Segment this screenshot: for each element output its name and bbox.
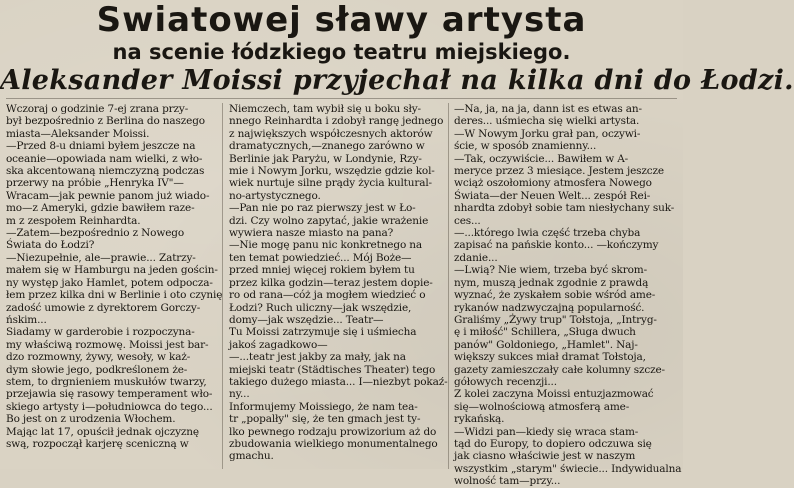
article-line: większy sukces miał dramat Tołstoja,: [454, 351, 646, 364]
article-line: mie i Nowym Jorku, wszędzie gdzie kol-: [229, 165, 435, 178]
article-line: gółowych recenzji...: [454, 375, 557, 388]
article-line: przed mniej więcej rokiem byłem tu: [229, 264, 415, 277]
article-line: —Niezupełnie, ale—prawie... Zatrzy-: [6, 251, 196, 264]
article-line: deres... uśmiecha się wielki artysta.: [454, 115, 640, 128]
article-line: dzo rozmowny, żywy, wesoły, w każ-: [6, 351, 191, 364]
article-line: oceanie—opowiada nam wielki, z wło-: [6, 152, 203, 165]
article-line: był bezpośrednio z Berlina do naszego: [6, 115, 205, 128]
article-line: wywiera nasze miasto na pana?: [229, 227, 394, 240]
article-line: gazety zamieszczały całe kolumny szcze-: [454, 363, 665, 376]
article-line: Świata—der Neuen Welt... zespół Rei-: [454, 189, 651, 202]
article-line: wolność tam—przy...: [454, 475, 561, 488]
article-line: Niemczech, tam wybił się u boku sły-: [229, 103, 421, 115]
article-line: wszystkim „starym" świecie... Indywidualna: [454, 462, 682, 475]
article-line: Z kolei zaczyna Moissi entuzjazmować: [454, 388, 654, 401]
article-line: miejski teatr (Städtisches Theater) tego: [229, 363, 436, 376]
article-line: my właściwą rozmowę. Moissi jest bar-: [6, 338, 209, 351]
article-line: dramatycznych,—znanego zarówno w: [229, 140, 425, 153]
article-line: Tu Moissi zatrzymuje się i uśmiecha: [229, 326, 417, 339]
article-line: przejawia się rasowy temperament wło-: [6, 388, 213, 401]
article-line: ces...: [454, 214, 481, 227]
article-line: Siadamy w garderobie i rozpoczyna-: [6, 326, 195, 339]
article-column-3: [454, 103, 682, 488]
article-line: rykańską.: [454, 413, 505, 426]
article-line: —Nie mogę panu nic konkretnego na: [229, 239, 423, 252]
article-line: Graliśmy „Żywy trup" Tołstoja, „Intryg-: [454, 313, 657, 326]
headline-main: Swiatowej sławy artysta: [96, 0, 587, 40]
article-line: —Lwią? Nie wiem, trzeba być skrom-: [454, 264, 648, 277]
article-line: domy—jak wszędzie... Teatr—: [229, 313, 384, 326]
article-line: —Zatem—bezpośrednio z Nowego: [6, 227, 185, 240]
article-line: zbudowania wielkiego monumentalnego: [229, 437, 438, 450]
article-line: —W Nowym Jorku grał pan, oczywi-: [454, 127, 641, 140]
column-divider: [222, 103, 223, 469]
article-line: no-artystycznego.: [229, 189, 321, 202]
article-line: Mając lat 17, opuścił jednak ojczyznę: [6, 425, 199, 438]
article-line: ten temat powiedzieć... Mój Boże—: [229, 251, 412, 264]
article-line: Berlinie jak Paryżu, w Londynie, Rzy-: [229, 152, 422, 165]
article-line: ny...: [229, 388, 250, 401]
article-line: Wczoraj o godzinie 7-ej zrana przy-: [6, 103, 189, 115]
article-line: dzi. Czy wolno zapytać, jakie wrażenie: [229, 214, 429, 227]
article-line: ę i miłość" Schillera, „Sługa dwuch: [454, 326, 636, 339]
column-divider: [448, 103, 449, 469]
article-line: nnego Reinhardta i zdobył rangę jednego: [229, 115, 444, 128]
article-line: —Pan nie po raz pierwszy jest w Ło-: [229, 202, 416, 215]
article-column-2: [229, 103, 448, 469]
article-line: skiego artysty i—południowca do tego...: [6, 400, 213, 413]
article-line: z największych współczesnych aktorów: [229, 127, 433, 140]
article-line: wiek nurtuje silne prądy życia kultural-: [229, 177, 432, 190]
article-line: meryce przez 3 miesiące. Jestem jeszcze: [454, 165, 664, 178]
article-line: rykanów nadzwyczajną popularność.: [454, 301, 645, 314]
article-line: miasta—Aleksander Moissi.: [6, 127, 150, 140]
article-line: nym, muszą jednak zgodnie z prawdą: [454, 276, 649, 289]
article-line: jak ciasno właściwie jest w naszym: [454, 450, 636, 463]
article-line: gmachu.: [229, 450, 274, 463]
article-line: ny występ jako Hamlet, potem odpocza-: [6, 276, 213, 289]
article-line: tr „popalły" się, że ten gmach jest ty-: [229, 413, 421, 426]
article-line: zapisać na pańskie konto... —kończymy: [454, 239, 659, 252]
article-line: ście, w sposób znamienny...: [454, 140, 597, 153]
article-line: mo—z Ameryki, gdzie bawiłem raze-: [6, 202, 195, 215]
article-line: przerwy na próbie „Henryka IV"—: [6, 177, 184, 190]
article-line: się—wolnościową atmosferą ame-: [454, 400, 630, 413]
article-column-1: [6, 103, 223, 469]
article-line: tąd do Europy, to dopiero odczuwa się: [454, 437, 652, 450]
article-line: —Widzi pan—kiedy się wraca stam-: [454, 425, 639, 438]
article-line: ńskim...: [6, 313, 47, 326]
article-line: —Przed 8-u dniami byłem jeszcze na: [6, 140, 196, 153]
article-line: Informujemy Moissiego, że nam tea-: [229, 400, 418, 413]
article-line: zdanie...: [454, 251, 498, 264]
article-line: swą, rozpoczął karjerę sceniczną w: [6, 437, 189, 450]
article-line: stem, to drgnieniem muskułów twarzy,: [6, 375, 207, 388]
article-line: przez kilka godzin—teraz jestem dopie-: [229, 276, 433, 289]
article-line: ska akcentowaną niemczyzną podczas: [6, 165, 205, 178]
headline-sub: na scenie łódzkiego teatru miejskiego.: [112, 40, 571, 64]
article-line: Świata do Łodzi?: [6, 239, 95, 252]
headline-rule: [6, 98, 677, 99]
article-line: panów" Goldoniego, „Hamlet". Naj-: [454, 338, 638, 351]
article-line: —Na, ja, na ja, dann ist es etwas an-: [454, 103, 642, 115]
article-line: takiego dużego miasta... I—niezbyt pokaź-: [229, 375, 448, 388]
article-line: jakoś zagadkowo—: [229, 338, 328, 351]
article-line: wciąż oszołomiony atmosfera Nowego: [454, 177, 652, 190]
article-line: Wracam—jak pewnie panom już wiado-: [6, 189, 210, 202]
article-line: m z zespołem Reinhardta.: [6, 214, 141, 227]
article-line: ro od rana—cóż ja mogłem wiedzieć o: [229, 289, 426, 302]
article-line: —Tak, oczywiście... Bawiłem w A-: [454, 152, 629, 165]
article-line: Łodzi? Ruch uliczny—jak wszędzie,: [229, 301, 412, 314]
headline-lead: Aleksander Moissi przyjechał na kilka dni do Łodzi.: [0, 65, 794, 96]
article-line: wyznać, że zyskałem sobie wśród ame-: [454, 289, 656, 302]
article-line: małem się w Hamburgu na jeden gościn-: [6, 264, 218, 277]
article-line: łem przez kilka dni w Berlinie i oto czynię: [6, 289, 223, 302]
article-line: —...teatr jest jakby za mały, jak na: [229, 351, 406, 364]
article-line: Bo jest on z urodzenia Włochem.: [6, 413, 176, 426]
article-line: lko pewnego rodzaju prowizorium aż do: [229, 425, 437, 438]
article-line: zadość umowie z dyrektorem Gorczy-: [6, 301, 201, 314]
article-line: —...którego lwia część trzeba chyba: [454, 227, 641, 240]
article-line: dym słowie jego, podkreślonem że-: [6, 363, 188, 376]
article-line: nhardta zdobył sobie tam niesłychany suk-: [454, 202, 675, 215]
